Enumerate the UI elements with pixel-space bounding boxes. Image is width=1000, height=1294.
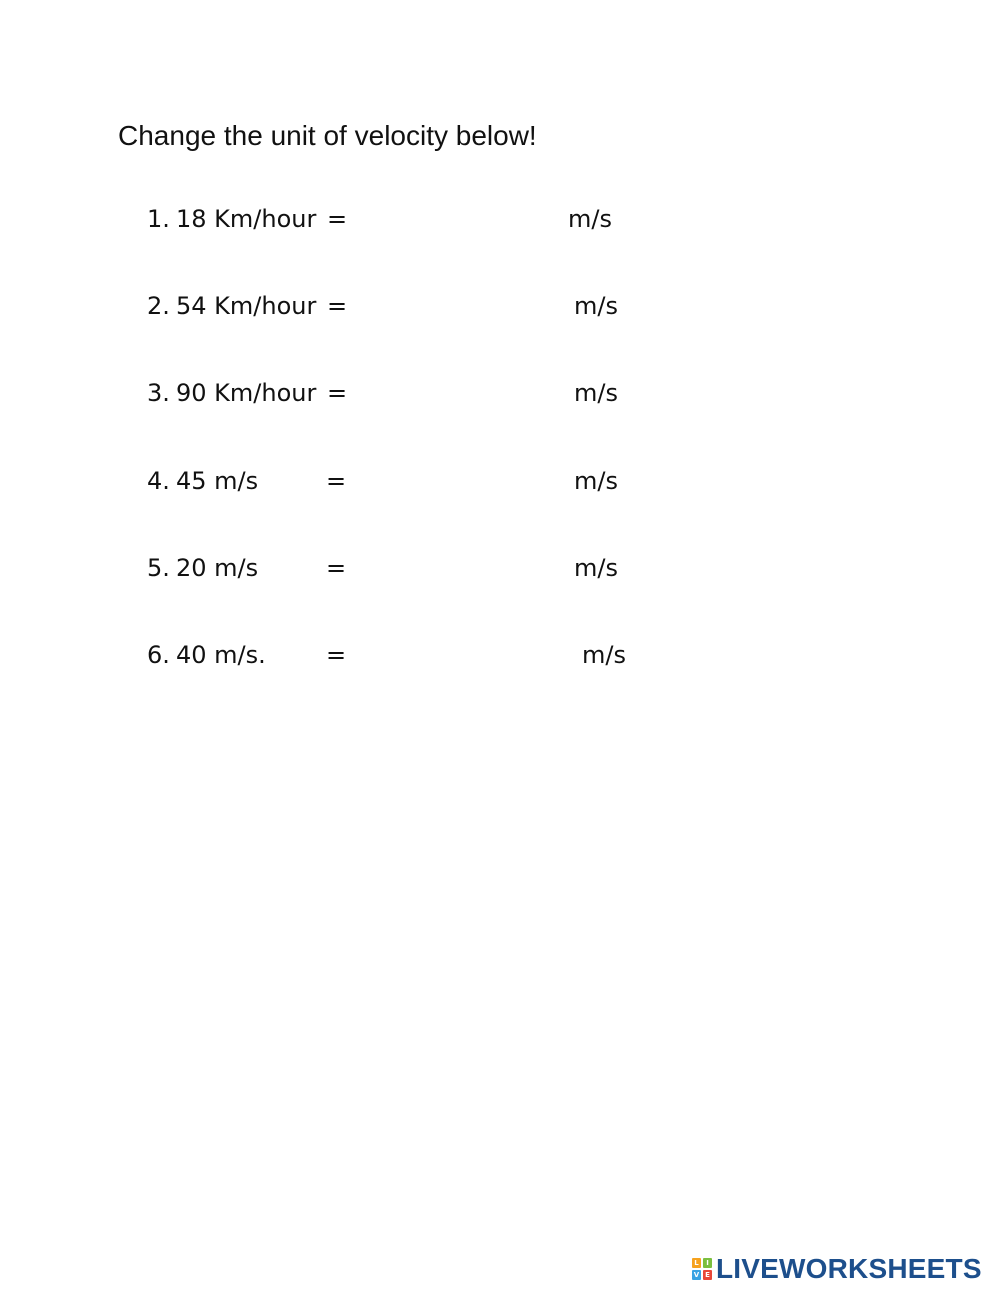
- logo-icon-tile: L: [692, 1258, 701, 1268]
- question-number: 1.: [147, 205, 170, 233]
- question-row: [147, 551, 747, 585]
- equals-sign: =: [327, 205, 348, 233]
- answer-unit: m/s: [582, 641, 626, 669]
- question-expression: 45 m/s: [176, 467, 259, 495]
- answer-unit: m/s: [574, 379, 618, 407]
- question-expression: 18 Km/hour: [176, 205, 317, 233]
- question-row: [147, 464, 747, 498]
- question-expression: 40 m/s.: [176, 641, 266, 669]
- question-number: 4.: [147, 467, 170, 495]
- question-number: 3.: [147, 379, 170, 407]
- question-row: [147, 202, 747, 236]
- liveworksheets-logo-icon: [692, 1258, 712, 1280]
- answer-unit: m/s: [568, 205, 612, 233]
- worksheet-title: Change the unit of velocity below!: [118, 120, 537, 151]
- logo-icon-tile: E: [703, 1270, 712, 1280]
- equals-sign: =: [326, 554, 347, 582]
- liveworksheets-logo: [692, 1255, 982, 1283]
- question-expression: 90 Km/hour: [176, 379, 317, 407]
- equals-sign: =: [327, 379, 348, 407]
- logo-text: LIVEWORKSHEETS: [716, 1253, 982, 1284]
- answer-unit: m/s: [574, 292, 618, 320]
- question-expression: 20 m/s: [176, 554, 259, 582]
- logo-icon-tile: I: [703, 1258, 712, 1268]
- question-row: [147, 289, 747, 323]
- equals-sign: =: [326, 641, 347, 669]
- logo-icon-tile: V: [693, 1271, 700, 1279]
- question-number: 5.: [147, 554, 170, 582]
- equals-sign: =: [327, 292, 348, 320]
- question-row: [147, 638, 747, 672]
- question-number: 6.: [147, 641, 170, 669]
- question-expression: 54 Km/hour: [176, 292, 317, 320]
- equals-sign: =: [326, 467, 347, 495]
- answer-unit: m/s: [574, 554, 618, 582]
- answer-unit: m/s: [574, 467, 618, 495]
- question-row: [147, 376, 747, 410]
- question-number: 2.: [147, 292, 170, 320]
